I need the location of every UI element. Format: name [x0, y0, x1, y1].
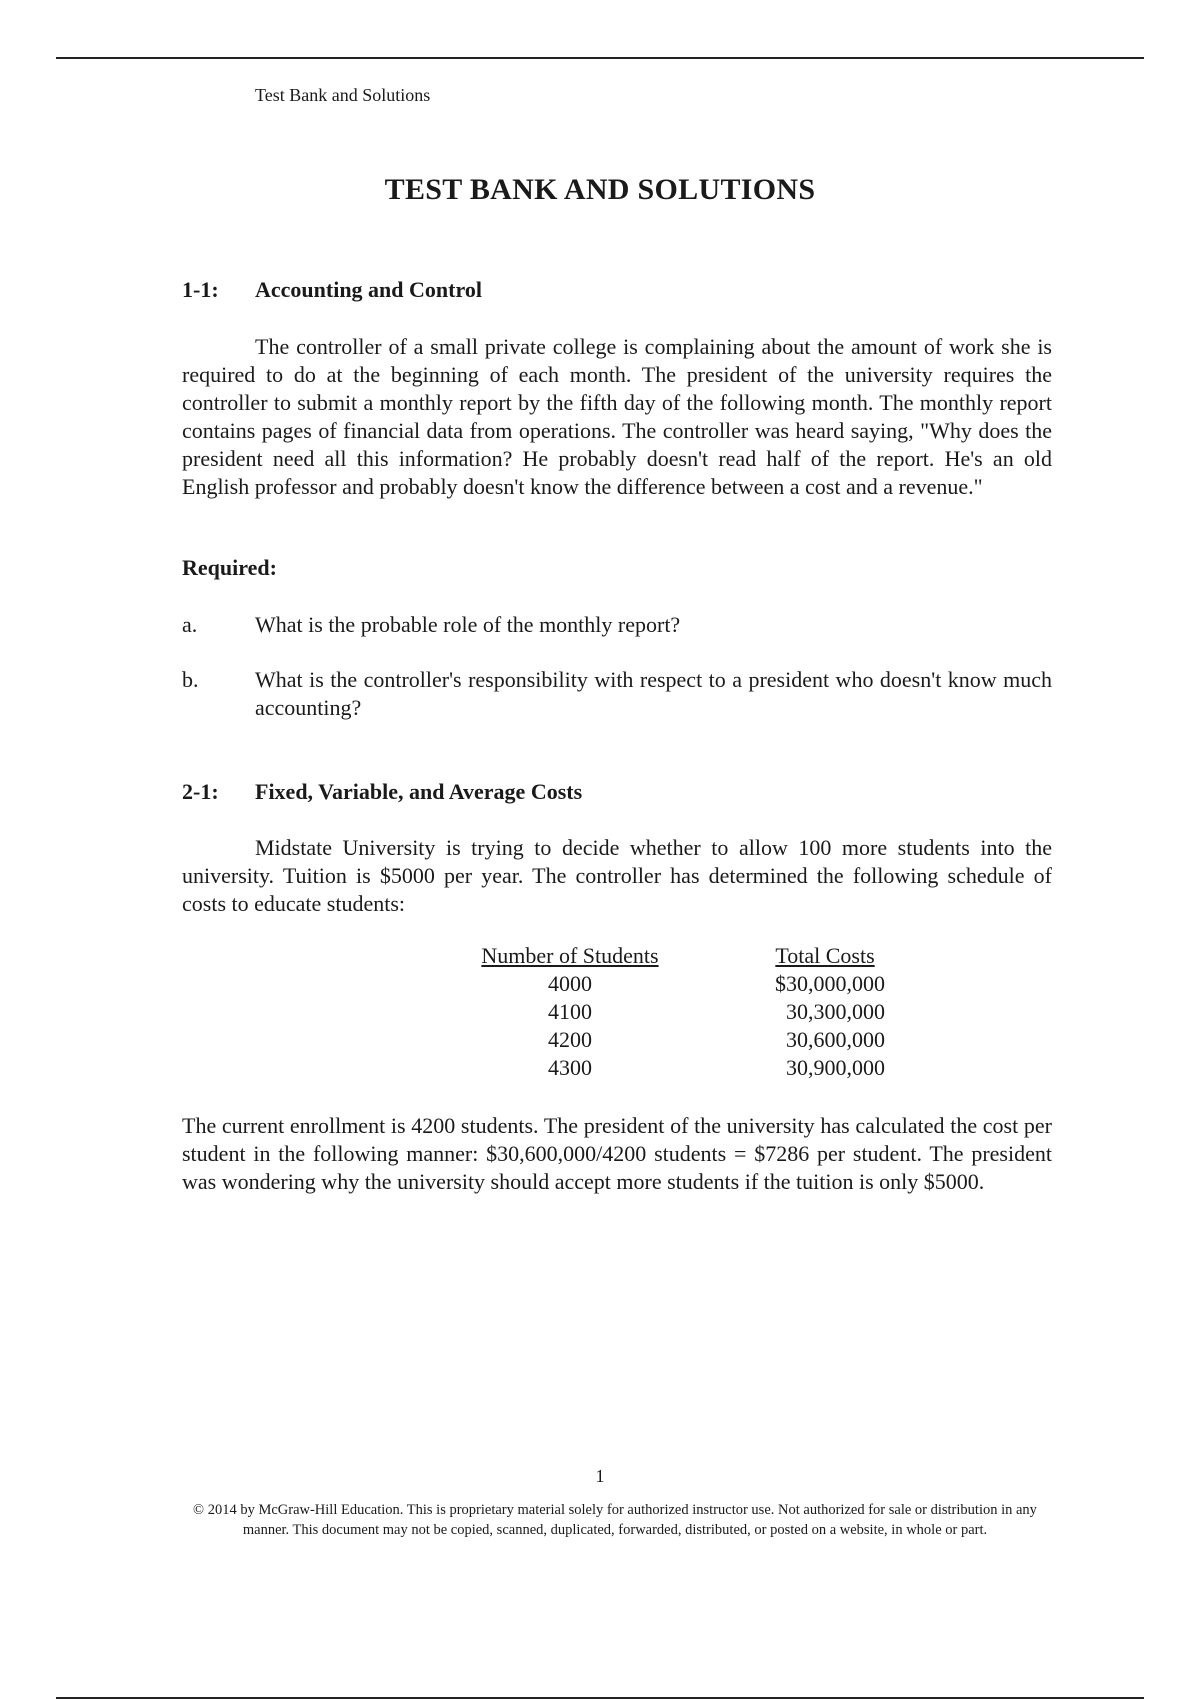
- section-title: Accounting and Control: [255, 277, 482, 302]
- question-text: What is the controller's responsibility with respect to a president who doesn't know much accounting?: [255, 667, 1052, 720]
- question-text: What is the probable role of the monthly report?: [255, 612, 681, 637]
- table-row: [470, 998, 885, 1026]
- top-rule: [56, 57, 1144, 59]
- section-heading-1-1: [182, 277, 482, 303]
- required-label: Required:: [182, 555, 277, 580]
- page-number: 1: [595, 1466, 605, 1486]
- students-cell: 4200: [548, 1027, 592, 1052]
- copyright-notice: © 2014 by McGraw-Hill Education. This is proprietary material solely for authorized instructor use. Not authorized for sale or distribution in any manner. This document may not be copied, scanned, duplicated, forwarded, distributed, or posted on a website, in whole or part.: [193, 1502, 1037, 1538]
- table-row: [470, 1026, 885, 1054]
- table-row: [470, 970, 885, 998]
- costs-cell: $30,000,000: [775, 971, 885, 996]
- section-1-1-paragraph: The controller of a small private college is complaining about the amount of work she is required to do at the beginning of each month. The president of the university requires the controller to submit a monthly report by the fifth day of the following month. The monthly report contains pages of financial data from operations. The controller was heard saying, "Why does the president need all this information? He probably doesn't read half of the report. He's an old English professor and probably doesn't know the difference between a cost and a revenue.": [182, 334, 1052, 499]
- students-cell: 4300: [548, 1055, 592, 1080]
- costs-cell: 30,900,000: [786, 1055, 885, 1080]
- question-item-b: [182, 666, 1052, 722]
- section-title: Fixed, Variable, and Average Costs: [255, 779, 583, 804]
- costs-cell: 30,300,000: [786, 999, 885, 1024]
- section-number: 1-1:: [182, 277, 219, 302]
- section-2-1-closing-paragraph: The current enrollment is 4200 students. The president of the university has calculated the cost per student in the following manner: $30,600,000/4200 students = $7286 per student. The president was wondering why the university should accept more students if the tuition is only $5000.: [182, 1113, 1052, 1194]
- students-cell: 4000: [548, 971, 592, 996]
- table-header-row: [470, 942, 885, 970]
- bottom-rule: [56, 1697, 1144, 1699]
- question-marker: b.: [182, 667, 199, 692]
- running-header: Test Bank and Solutions: [255, 85, 431, 105]
- cost-schedule-table: [470, 942, 885, 1082]
- costs-cell: 30,600,000: [786, 1027, 885, 1052]
- question-marker: a.: [182, 612, 198, 637]
- column-header-costs: Total Costs: [775, 943, 875, 968]
- section-heading-2-1: [182, 779, 582, 805]
- section-number: 2-1:: [182, 779, 219, 804]
- question-item-a: [182, 611, 1052, 639]
- students-cell: 4100: [548, 999, 592, 1024]
- section-2-1-paragraph: Midstate University is trying to decide whether to allow 100 more students into the university. Tuition is $5000 per year. The controller has determined the following schedule of costs to educate students:: [182, 835, 1052, 916]
- table-row: [470, 1054, 885, 1082]
- document-title: TEST BANK AND SOLUTIONS: [384, 173, 816, 206]
- column-header-students: Number of Students: [481, 943, 659, 968]
